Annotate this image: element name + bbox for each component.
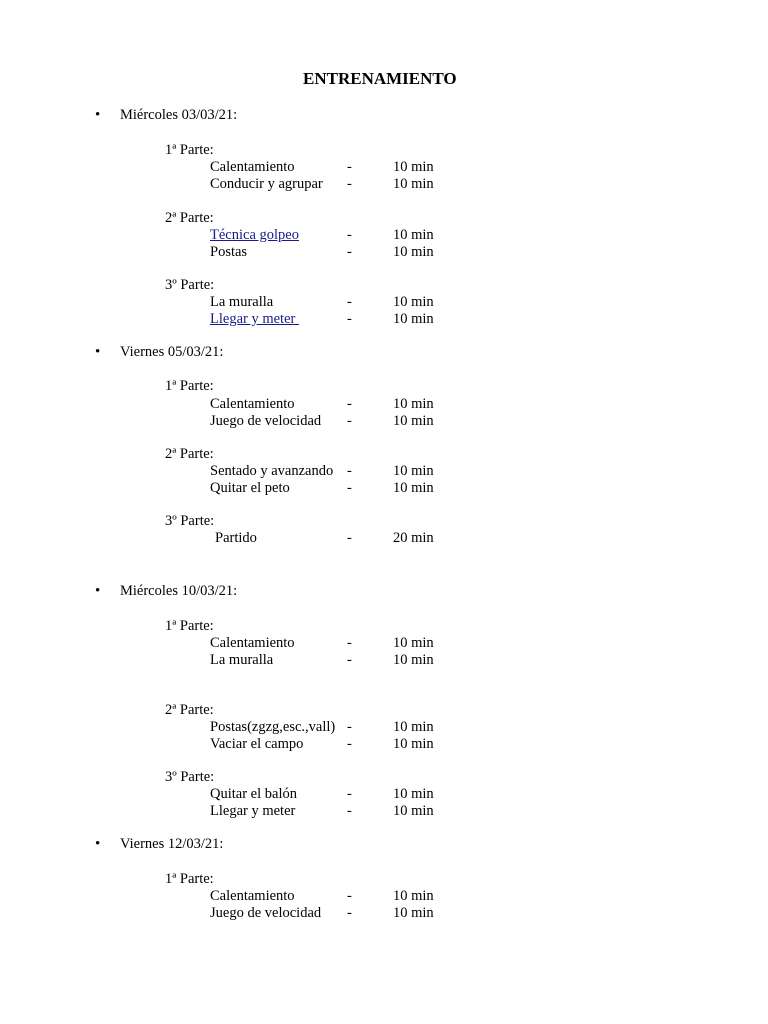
exercise-duration: 10 min: [393, 159, 434, 175]
exercise-dash: -: [347, 652, 352, 668]
part-label: 2ª Parte:: [165, 702, 214, 718]
exercise-dash: -: [347, 244, 352, 260]
exercise-name: Partido: [215, 530, 257, 546]
part-label: 1ª Parte:: [165, 618, 214, 634]
exercise-duration: 10 min: [393, 635, 434, 651]
session-day: Viernes 12/03/21:: [120, 836, 224, 852]
part-label: 2ª Parte:: [165, 210, 214, 226]
exercise-name: Vaciar el campo: [210, 736, 304, 752]
session-day: Miércoles 03/03/21:: [120, 107, 238, 123]
exercise-duration: 10 min: [393, 888, 434, 904]
exercise-duration: 10 min: [393, 244, 434, 260]
bullet-icon: •: [95, 836, 101, 852]
session-day: Miércoles 10/03/21:: [120, 583, 238, 599]
bullet-icon: •: [95, 107, 101, 123]
exercise-name: Calentamiento: [210, 159, 295, 175]
exercise-duration: 10 min: [393, 905, 434, 921]
exercise-name: Sentado y avanzando: [210, 463, 334, 479]
exercise-name: Juego de velocidad: [210, 413, 322, 429]
exercise-duration: 10 min: [393, 294, 434, 310]
document-title: ENTRENAMIENTO: [303, 69, 457, 88]
exercise-dash: -: [347, 159, 352, 175]
exercise-dash: -: [347, 227, 352, 243]
exercise-name: La muralla: [210, 294, 274, 310]
part-label: 1ª Parte:: [165, 871, 214, 887]
exercise-dash: -: [347, 719, 352, 735]
exercise-duration: 10 min: [393, 227, 434, 243]
exercise-link[interactable]: Técnica golpeo: [210, 227, 299, 243]
exercise-dash: -: [347, 530, 352, 546]
exercise-name: Quitar el peto: [210, 480, 290, 496]
exercise-duration: 10 min: [393, 803, 434, 819]
exercise-dash: -: [347, 803, 352, 819]
exercise-duration: 10 min: [393, 786, 434, 802]
exercise-duration: 10 min: [393, 463, 434, 479]
exercise-name: Llegar y meter: [210, 803, 296, 819]
exercise-link[interactable]: Llegar y meter: [210, 311, 299, 327]
part-label: 3º Parte:: [165, 277, 215, 293]
exercise-name: Conducir y agrupar: [210, 176, 323, 192]
exercise-name: Calentamiento: [210, 635, 295, 651]
part-label: 1ª Parte:: [165, 142, 214, 158]
exercise-dash: -: [347, 905, 352, 921]
exercise-duration: 20 min: [393, 530, 434, 546]
exercise-dash: -: [347, 311, 352, 327]
exercise-duration: 10 min: [393, 736, 434, 752]
exercise-dash: -: [347, 480, 352, 496]
exercise-dash: -: [347, 413, 352, 429]
exercise-duration: 10 min: [393, 176, 434, 192]
exercise-name: La muralla: [210, 652, 274, 668]
exercise-name: Postas(zgzg,esc.,vall): [210, 719, 336, 735]
session-day: Viernes 05/03/21:: [120, 344, 224, 360]
part-label: 2ª Parte:: [165, 446, 214, 462]
exercise-dash: -: [347, 736, 352, 752]
exercise-name: Quitar el balón: [210, 786, 297, 802]
exercise-dash: -: [347, 888, 352, 904]
exercise-dash: -: [347, 396, 352, 412]
exercise-name: Calentamiento: [210, 888, 295, 904]
exercise-duration: 10 min: [393, 396, 434, 412]
part-label: 3º Parte:: [165, 513, 215, 529]
exercise-dash: -: [347, 786, 352, 802]
exercise-duration: 10 min: [393, 652, 434, 668]
exercise-dash: -: [347, 463, 352, 479]
exercise-dash: -: [347, 176, 352, 192]
bullet-icon: •: [95, 583, 101, 599]
exercise-duration: 10 min: [393, 719, 434, 735]
exercise-name: Calentamiento: [210, 396, 295, 412]
exercise-dash: -: [347, 294, 352, 310]
part-label: 3º Parte:: [165, 769, 215, 785]
exercise-dash: -: [347, 635, 352, 651]
exercise-name: Juego de velocidad: [210, 905, 322, 921]
exercise-duration: 10 min: [393, 311, 434, 327]
part-label: 1ª Parte:: [165, 378, 214, 394]
exercise-duration: 10 min: [393, 480, 434, 496]
exercise-name: Postas: [210, 244, 248, 260]
exercise-duration: 10 min: [393, 413, 434, 429]
bullet-icon: •: [95, 344, 101, 360]
